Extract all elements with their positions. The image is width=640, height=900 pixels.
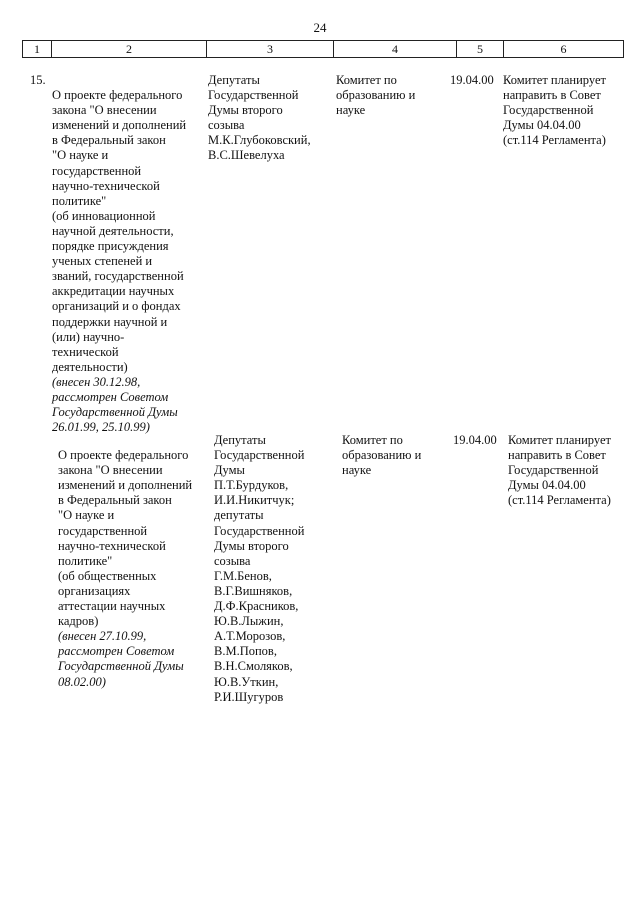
bill-authors: Депутаты Государственной Думы П.Т.Бурдуков, И.И.Никитчук; депутаты Государственной Думы второго созыва Г.М.Бенов, В.Г.Вишняков, Д.Ф.Красников, Ю.В.Лыжин, А.Т.Морозов, В.М.Попов, В.Н.Смоляков, Ю.В.Уткин, Р.И.Шугуров bbox=[214, 433, 305, 704]
bill-title-text: О проекте федерального закона "О внесении изменений и дополнений в Федеральный закон "О науке и государственной научно-технической политике" (об общественных организациях аттестации научных кадров) bbox=[58, 448, 193, 629]
bill-authors: Депутаты Государственной Думы второго созыва М.К.Глубоковский, В.С.Шевелуха bbox=[208, 73, 311, 163]
row-number: 15. bbox=[30, 73, 46, 87]
bill-date: 19.04.00 bbox=[450, 73, 494, 87]
bill-status: Комитет планирует направить в Совет Государственной Думы 04.04.00 (ст.114 Регламента) bbox=[508, 433, 611, 508]
header-col-6: 6 bbox=[503, 41, 623, 57]
bill-status: Комитет планирует направить в Совет Государственной Думы 04.04.00 (ст.114 Регламента) bbox=[503, 73, 606, 148]
bill-title bbox=[58, 433, 218, 705]
header-col-2: 2 bbox=[51, 41, 206, 57]
header-col-1: 1 bbox=[34, 42, 40, 56]
bill-title-text: О проекте федерального закона "О внесении изменений и дополнений в Федеральный закон "О науке и государственной научно-технической политике" (об инновационной научной деятельности, порядке присуждения ученых степеней и званий, государственной аккредитации научных организаций и о фондах поддержки научной и (или) научно- технической деятельности) bbox=[52, 88, 187, 374]
header-col-4: 4 bbox=[333, 41, 456, 57]
bill-title bbox=[52, 73, 212, 450]
bill-note: (внесен 27.10.99, рассмотрен Советом Государственной Думы 08.02.00) bbox=[58, 629, 184, 689]
header-col-5: 5 bbox=[456, 41, 503, 57]
header-col-3: 3 bbox=[206, 41, 333, 57]
bill-committee: Комитет по образованию и науке bbox=[342, 433, 422, 478]
bill-note: (внесен 30.12.98, рассмотрен Советом Государственной Думы 26.01.99, 25.10.99) bbox=[52, 374, 178, 435]
bill-committee: Комитет по образованию и науке bbox=[336, 73, 416, 118]
table-header-row bbox=[22, 40, 624, 58]
page-number: 24 bbox=[313, 20, 327, 35]
bill-date: 19.04.00 bbox=[453, 433, 497, 447]
